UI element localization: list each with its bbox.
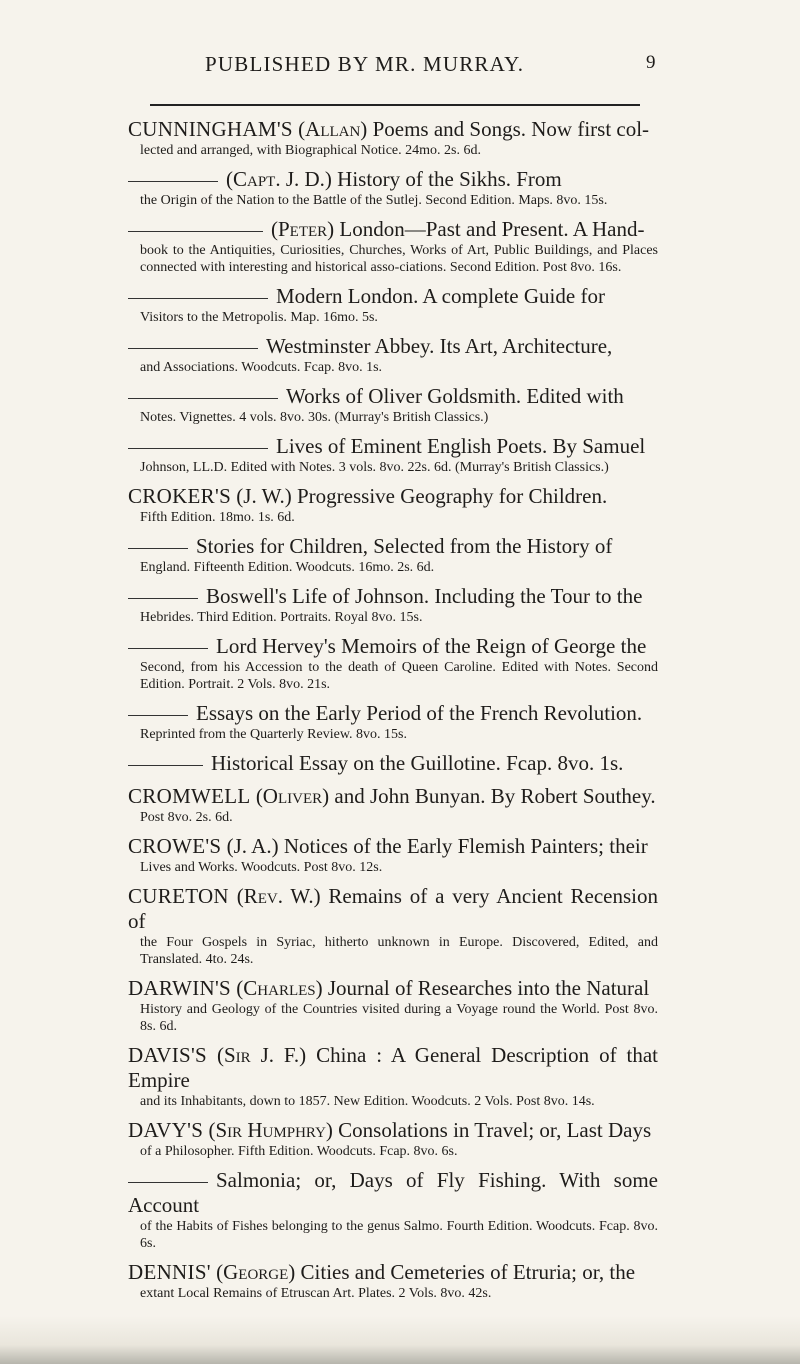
work-title: Consolations in Travel; or, Last Days [332, 1118, 652, 1142]
entry-description: the Origin of the Nation to the Battle of the Sutlej. Second Edition. Maps. 8vo. 15s. [140, 193, 608, 208]
entry-heading-line [128, 1260, 658, 1285]
ditto-dash [128, 548, 188, 549]
entry-description: Lives and Works. Woodcuts. Post 8vo. 12s. [140, 860, 383, 875]
header-rule [150, 104, 640, 106]
catalogue-entry [128, 701, 658, 743]
entry-heading-line [128, 167, 658, 192]
entry-description: Johnson, LL.D. Edited with Notes. 3 vols. 8vo. 22s. 6d. (Murray's British Classics.) [140, 460, 609, 475]
ditto-dash [128, 598, 198, 599]
page-edge-shadow [0, 1316, 800, 1364]
author-name: DAVIS'S [128, 1043, 208, 1067]
catalogue-entry [128, 584, 658, 626]
work-title: Historical Essay on the Guillotine. Fcap. 8vo. 1s. [211, 751, 624, 775]
catalogue-entry [128, 1168, 658, 1252]
work-title: Cities and Cemeteries of Etruria; or, the [295, 1260, 636, 1284]
catalogue-entry [128, 217, 658, 276]
ditto-dash [128, 231, 263, 232]
entry-heading-line [128, 584, 658, 609]
entry-description: the Four Gospels in Syriac, hitherto unknown in Europe. Discovered, Edited, and Translated. 4to. 24s. [140, 935, 658, 967]
catalogue-entry [128, 751, 658, 776]
entry-heading-line [128, 784, 658, 809]
catalogue-entry [128, 434, 658, 476]
page-number: 9 [646, 52, 656, 73]
author-name: CURETON [128, 884, 229, 908]
author-name: CROMWELL [128, 784, 251, 808]
entry-description: and its Inhabitants, down to 1857. New Edition. Woodcuts. 2 Vols. Post 8vo. 14s. [140, 1094, 595, 1109]
entry-description: lected and arranged, with Biographical Notice. 24mo. 2s. 6d. [140, 143, 481, 158]
author-forename: (Sir Humphry) [208, 1118, 333, 1142]
author-forename: (George) [216, 1260, 296, 1284]
author-forename: (Oliver) [255, 784, 330, 808]
author-forename: (Sir J. F.) [216, 1043, 307, 1067]
work-title: Lives of Eminent English Poets. By Samuel [276, 434, 646, 458]
author-forename: (Rev. W.) [236, 884, 321, 908]
work-title: Journal of Researches into the Natural [322, 976, 650, 1000]
entry-heading-line [128, 1118, 658, 1143]
entry-heading-line [128, 634, 658, 659]
author-forename: (Charles) [236, 976, 323, 1000]
author-forename: (J. W.) [236, 484, 292, 508]
catalogue-entry [128, 484, 658, 526]
work-title: Works of Oliver Goldsmith. Edited with [286, 384, 624, 408]
ditto-dash [128, 298, 268, 299]
entry-description: England. Fifteenth Edition. Woodcuts. 16mo. 2s. 6d. [140, 560, 435, 575]
work-title: Salmonia; or, Days of Fly Fishing. With some Account [128, 1168, 658, 1217]
catalogue-entry [128, 976, 658, 1035]
entry-description: and Associations. Woodcuts. Fcap. 8vo. 1s. [140, 360, 383, 375]
entry-heading-line [128, 1043, 658, 1093]
catalogue-entry [128, 534, 658, 576]
work-title: Remains of a very Ancient Recension of [128, 884, 658, 933]
ditto-dash [128, 715, 188, 716]
work-title: London—Past and Present. A Hand- [334, 217, 645, 241]
catalogue-entry [128, 634, 658, 693]
catalogue-entry [128, 334, 658, 376]
entry-description: Hebrides. Third Edition. Portraits. Royal 8vo. 15s. [140, 610, 423, 625]
catalogue-entry [128, 167, 658, 209]
work-title: Progressive Geography for Children. [291, 484, 608, 508]
entry-list [128, 117, 658, 1310]
entry-description: Reprinted from the Quarterly Review. 8vo. 15s. [140, 727, 407, 742]
author-name: DARWIN'S [128, 976, 232, 1000]
work-title: Modern London. A complete Guide for [276, 284, 605, 308]
author-name: CUNNINGHAM'S [128, 117, 293, 141]
entry-heading-line [128, 976, 658, 1001]
entry-description: of a Philosopher. Fifth Edition. Woodcuts. Fcap. 8vo. 6s. [140, 1144, 458, 1159]
ditto-dash [128, 348, 258, 349]
entry-heading-line [128, 534, 658, 559]
work-title: Notices of the Early Flemish Painters; their [278, 834, 648, 858]
catalogue-entry [128, 284, 658, 326]
entry-heading-line [128, 484, 658, 509]
catalogue-entry [128, 784, 658, 826]
catalogue-entry [128, 1043, 658, 1110]
entry-description: History and Geology of the Countries visited during a Voyage round the World. Post 8vo. 8s. 6d. [140, 1002, 658, 1034]
author-forename: (J. A.) [226, 834, 279, 858]
entry-description: Visitors to the Metropolis. Map. 16mo. 5s. [140, 310, 378, 325]
catalogue-entry [128, 1260, 658, 1302]
ditto-dash [128, 765, 203, 766]
entry-heading-line [128, 384, 658, 409]
catalogue-entry [128, 834, 658, 876]
entry-heading-line [128, 434, 658, 459]
catalogue-entry [128, 1118, 658, 1160]
author-name: DAVY'S [128, 1118, 204, 1142]
catalogue-entry [128, 884, 658, 968]
page-header: PUBLISHED BY MR. MURRAY. [205, 52, 525, 76]
author-name: CROKER'S [128, 484, 232, 508]
work-title: Boswell's Life of Johnson. Including the Tour to the [206, 584, 643, 608]
entry-heading-line [128, 217, 658, 242]
ditto-dash [128, 181, 218, 182]
ditto-dash [128, 1182, 208, 1183]
work-title: China : A General Description of that Empire [128, 1043, 658, 1092]
entry-heading-line [128, 117, 658, 142]
catalogue-entry [128, 117, 658, 159]
entry-heading-line [128, 1168, 658, 1218]
ditto-dash [128, 648, 208, 649]
author-name: CROWE'S [128, 834, 222, 858]
work-title: History of the Sikhs. From [331, 167, 562, 191]
entry-description: Notes. Vignettes. 4 vols. 8vo. 30s. (Murray's British Classics.) [140, 410, 489, 425]
entry-description: Fifth Edition. 18mo. 1s. 6d. [140, 510, 295, 525]
work-title: Essays on the Early Period of the French Revolution. [196, 701, 643, 725]
entry-description: book to the Antiquities, Curiosities, Churches, Works of Art, Public Buildings, and Places connected with interesting and historical asso-ciations. Second Edition. Post 8vo. 16s. [140, 243, 658, 275]
catalogue-entry [128, 384, 658, 426]
entry-description: Post 8vo. 2s. 6d. [140, 810, 233, 825]
ditto-dash [128, 448, 268, 449]
entry-heading-line [128, 834, 658, 859]
author-forename: (Allan) [298, 117, 368, 141]
work-title: Poems and Songs. Now first col- [367, 117, 650, 141]
entry-heading-line [128, 884, 658, 934]
author-forename: (Peter) [271, 217, 335, 241]
work-title: and John Bunyan. By Robert Southey. [329, 784, 656, 808]
work-title: Lord Hervey's Memoirs of the Reign of George the [216, 634, 647, 658]
ditto-dash [128, 398, 278, 399]
entry-description: extant Local Remains of Etruscan Art. Plates. 2 Vols. 8vo. 42s. [140, 1286, 492, 1301]
author-forename: (Capt. J. D.) [226, 167, 332, 191]
entry-heading-line [128, 334, 658, 359]
work-title: Westminster Abbey. Its Art, Architecture, [266, 334, 613, 358]
entry-heading-line [128, 701, 658, 726]
work-title: Stories for Children, Selected from the History of [196, 534, 613, 558]
entry-description: of the Habits of Fishes belonging to the genus Salmo. Fourth Edition. Woodcuts. Fcap. 8vo. 6s. [140, 1219, 658, 1251]
entry-heading-line [128, 284, 658, 309]
entry-heading-line [128, 751, 658, 776]
author-name: DENNIS' [128, 1260, 211, 1284]
entry-description: Second, from his Accession to the death of Queen Caroline. Edited with Notes. Second Edition. Portrait. 2 Vols. 8vo. 21s. [140, 660, 658, 692]
